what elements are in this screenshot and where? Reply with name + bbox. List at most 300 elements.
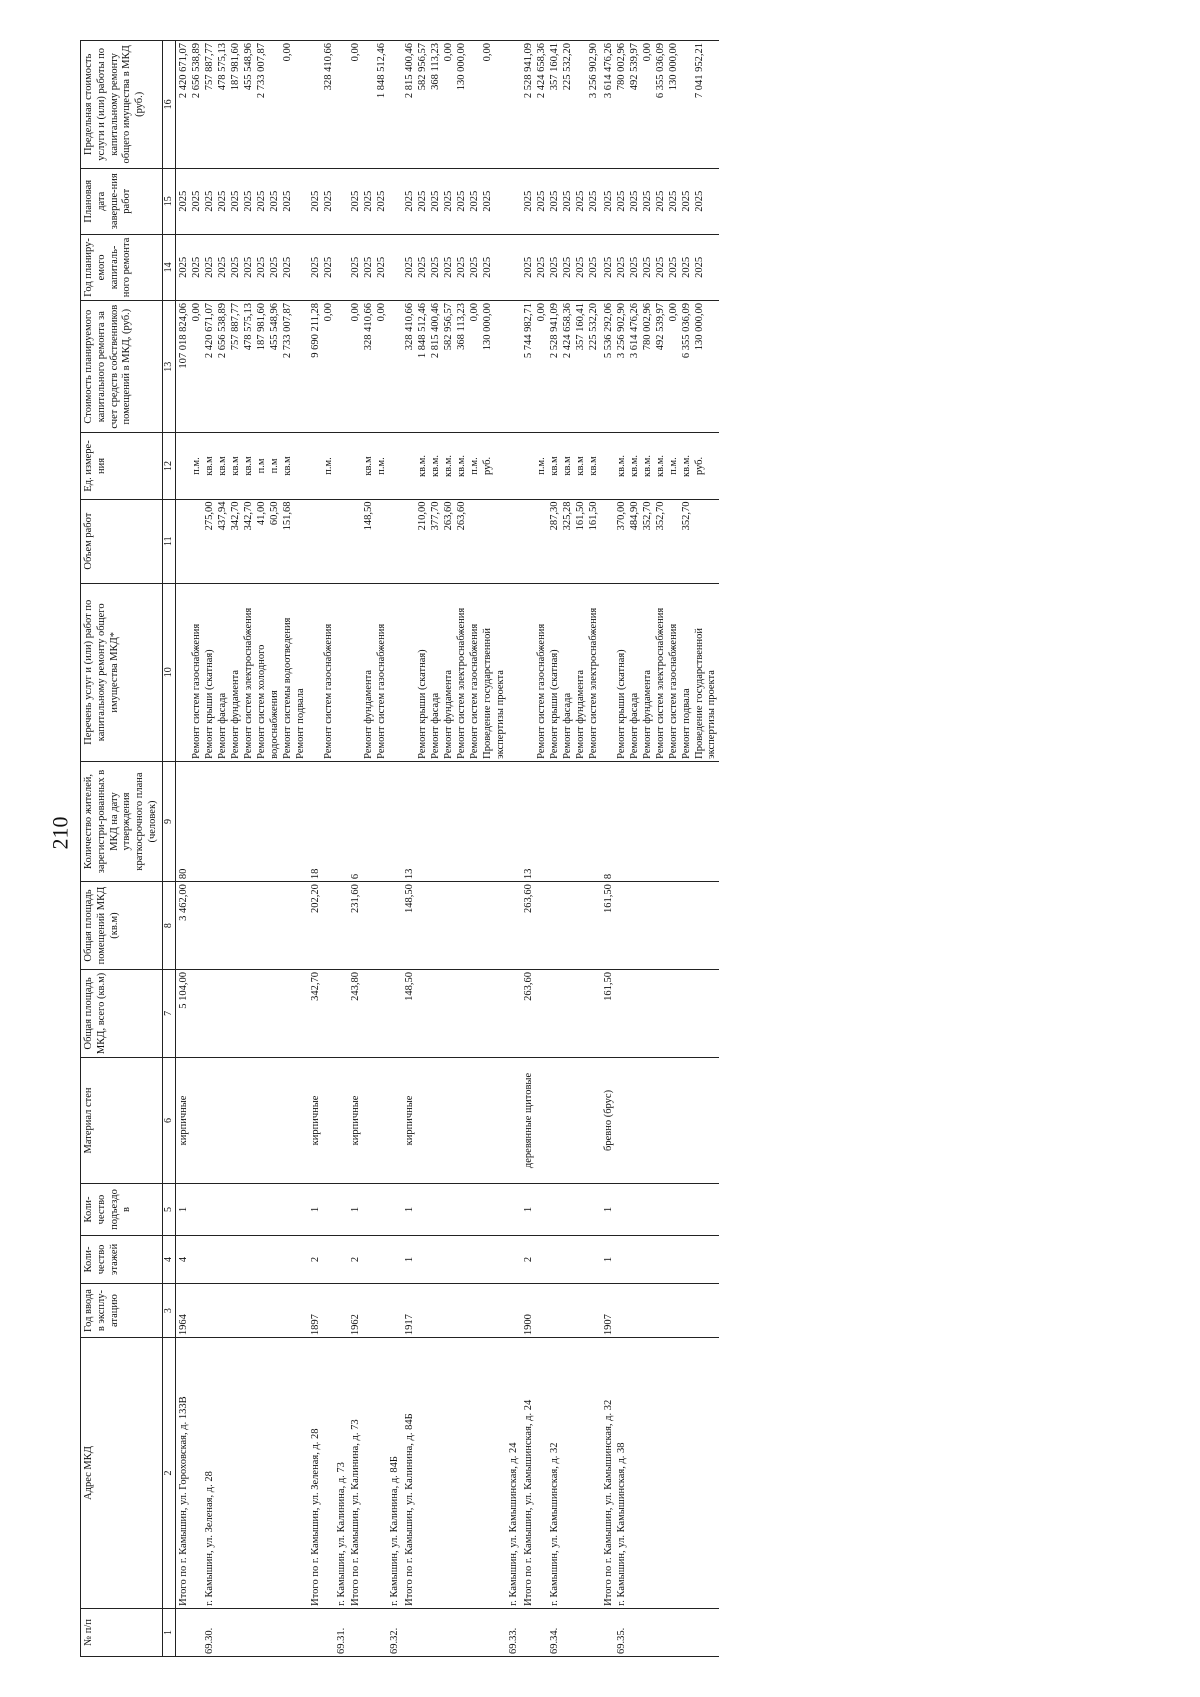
work-cell-line: Ремонт систем газоснабжения — [535, 623, 547, 759]
volume-cell-line: 210,00 — [417, 501, 429, 531]
floors-cell: 2 — [521, 1235, 549, 1283]
residents-cell: 13 — [402, 761, 508, 881]
limit-cost-cell — [336, 41, 349, 169]
limit-cost-cell-line: 757 887,77 — [203, 43, 215, 91]
completion-date-cell-line: 2025 — [177, 190, 189, 212]
limit-cost-cell-line — [575, 43, 588, 166]
repair-year-cell-line: 2025 — [561, 256, 573, 278]
completion-date-cell-line: 2025 — [535, 190, 547, 212]
column-number: 11 — [162, 499, 175, 583]
completion-date-cell-line: 2025 — [548, 190, 560, 212]
limit-cost-cell-line: 368 113,23 — [430, 43, 442, 90]
cost-cell-line: 6 355 036,09 — [680, 303, 692, 359]
unit-cell-line: п.м. — [190, 457, 202, 475]
unit-cell-line: кв.м. — [456, 454, 468, 477]
repair-year-cell-line: 2025 — [255, 256, 267, 278]
header-cell: Коли-чество подъездо в — [81, 1184, 163, 1236]
year-cell: 1897 — [308, 1284, 336, 1338]
limit-cost-cell-line: 328 410,66 — [322, 43, 334, 91]
completion-date-cell — [521, 168, 549, 234]
volume-cell-line — [469, 502, 482, 581]
unit-cell-line — [178, 435, 191, 496]
rooms-area-cell: 263,60 — [521, 882, 549, 970]
repair-year-cell-line: 2025 — [443, 256, 455, 278]
unit-cell — [308, 433, 336, 499]
limit-cost-cell-line: 225 532,20 — [561, 43, 573, 91]
volume-cell — [521, 499, 549, 583]
volume-cell-line: 275,00 — [203, 501, 215, 531]
completion-date-cell-line: 2025 — [641, 190, 653, 212]
cost-cell — [389, 301, 402, 433]
volume-cell-line — [694, 502, 707, 581]
work-cell-line: Ремонт фасада — [430, 692, 442, 759]
address-cell: Итого по г. Камышин, ул. Камышинская, д. 32 — [601, 1338, 616, 1609]
repair-year-cell-line: 2025 — [281, 256, 293, 278]
entrances-cell: 1 — [521, 1184, 549, 1236]
unit-cell-line: кв.м. — [628, 454, 640, 477]
repair-year-cell-line: 2025 — [177, 256, 189, 278]
cost-cell-line: 328 410,66 — [363, 303, 375, 351]
row-number — [521, 1608, 549, 1656]
work-cell-line — [350, 586, 363, 759]
repair-year-cell — [601, 234, 616, 300]
work-cell-line: Ремонт систем электроснабжения — [587, 607, 599, 759]
cost-cell-line: 368 113,23 — [456, 303, 468, 350]
header-cell: Год ввода в эксплу-атацию — [81, 1284, 163, 1338]
unit-cell — [204, 433, 308, 499]
completion-date-cell — [204, 168, 308, 234]
column-number: 1 — [162, 1608, 175, 1656]
repair-year-cell — [402, 234, 508, 300]
completion-date-cell-line: 2025 — [667, 190, 679, 212]
volume-cell-line: 370,00 — [615, 501, 627, 531]
cost-cell-line: 0,00 — [469, 303, 481, 322]
limit-cost-cell-line: 7 041 952,21 — [693, 43, 705, 99]
unit-cell-line: кв.м — [203, 456, 215, 476]
header-cell: Адрес МКД — [81, 1338, 163, 1609]
volume-cell-line — [536, 502, 549, 581]
limit-cost-cell-line: 2 815 400,46 — [404, 43, 416, 99]
completion-date-cell-line: 2025 — [281, 190, 293, 212]
unit-cell-line: кв.м. — [443, 454, 455, 477]
completion-date-cell-line: 2025 — [574, 190, 586, 212]
rooms-area-cell — [508, 882, 521, 970]
completion-date-cell — [549, 168, 601, 234]
column-number: 4 — [162, 1235, 175, 1283]
header-cell: Материал стен — [81, 1057, 163, 1183]
total-area-cell: 161,50 — [601, 969, 616, 1057]
column-number: 6 — [162, 1057, 175, 1183]
repair-year-cell — [308, 234, 336, 300]
cost-cell-line: 5 536 292,06 — [602, 303, 614, 359]
work-cell-line: Ремонт подвала — [294, 688, 306, 759]
row-number: 69.34. — [549, 1608, 601, 1656]
total-area-cell — [616, 969, 720, 1057]
floors-cell — [549, 1235, 601, 1283]
volume-cell-line: 342,70 — [229, 501, 241, 531]
unit-cell — [521, 433, 549, 499]
volume-cell-line — [323, 502, 336, 581]
rooms-area-cell: 148,50 — [402, 882, 508, 970]
floors-cell: 2 — [348, 1235, 389, 1283]
unit-cell-line: кв.м — [561, 456, 573, 476]
completion-date-cell-line: 2025 — [561, 190, 573, 212]
residents-cell — [549, 761, 601, 881]
work-cell-line: Ремонт крыши (скатная) — [417, 649, 429, 759]
completion-date-cell-line: 2025 — [430, 190, 442, 212]
completion-date-cell — [508, 168, 521, 234]
repair-year-cell-line: 2025 — [216, 256, 228, 278]
repair-year-cell-line: 2025 — [535, 256, 547, 278]
header-cell: Коли-чество этажей — [81, 1235, 163, 1283]
repair-year-cell — [521, 234, 549, 300]
work-cell-line: Ремонт систем холодного водоснабжения — [255, 644, 280, 759]
row-number — [601, 1608, 616, 1656]
floors-cell: 1 — [402, 1235, 508, 1283]
repair-year-cell — [204, 234, 308, 300]
rooms-area-cell: 3 462,00 — [175, 882, 204, 970]
unit-cell-line: п.м. — [469, 457, 481, 475]
repair-year-cell-line: 2025 — [190, 256, 202, 278]
cost-cell-line: 455 548,96 — [268, 303, 280, 351]
floors-cell: 2 — [308, 1235, 336, 1283]
column-number: 2 — [162, 1338, 175, 1609]
row-number: 69.33. — [508, 1608, 521, 1656]
repair-year-cell-line: 2025 — [641, 256, 653, 278]
rooms-area-cell — [616, 882, 720, 970]
column-number: 14 — [162, 234, 175, 300]
volume-cell-line: 352,70 — [680, 501, 692, 531]
volume-cell-line: 342,70 — [242, 501, 254, 531]
floors-cell — [204, 1235, 308, 1283]
address-cell: Итого по г. Камышин, ул. Калинина, д. 84Б — [402, 1338, 508, 1609]
repair-year-cell-line: 2025 — [667, 256, 679, 278]
cost-cell — [508, 301, 521, 433]
volume-cell-line — [310, 502, 323, 581]
cost-cell-line: 130 000,00 — [482, 303, 494, 351]
limit-cost-cell — [204, 41, 308, 169]
volume-cell — [204, 499, 308, 583]
cost-cell-line: 478 575,13 — [242, 303, 254, 351]
unit-cell-line: п.м — [268, 458, 280, 474]
completion-date-cell-line: 2025 — [482, 190, 494, 212]
unit-cell-line — [310, 435, 323, 496]
volume-cell — [336, 499, 349, 583]
completion-date-cell-line: 2025 — [680, 190, 692, 212]
repair-year-cell — [348, 234, 389, 300]
work-cell — [508, 583, 521, 761]
repair-year-cell-line: 2025 — [602, 256, 614, 278]
column-number: 12 — [162, 433, 175, 499]
unit-cell-line: п.м. — [322, 457, 334, 475]
completion-date-cell-line: 2025 — [350, 190, 362, 212]
total-area-cell: 5 104,00 — [175, 969, 204, 1057]
total-row — [175, 41, 204, 1657]
cost-cell-line: 2 424 658,36 — [561, 303, 573, 359]
completion-date-cell — [348, 168, 389, 234]
address-cell: г. Камышин, ул. Калинина, д. 73 — [336, 1338, 349, 1609]
column-number: 3 — [162, 1284, 175, 1338]
rooms-area-cell: 202,20 — [308, 882, 336, 970]
repair-year-cell — [389, 234, 402, 300]
cost-cell-line: 0,00 — [535, 303, 547, 322]
volume-cell-line: 484,90 — [628, 501, 640, 531]
work-cell-line: Ремонт фундамента — [574, 670, 586, 759]
row-number — [308, 1608, 336, 1656]
unit-cell-line — [404, 435, 417, 496]
cost-cell-line: 582 956,57 — [443, 303, 455, 351]
unit-cell-line: кв.м. — [641, 454, 653, 477]
limit-cost-cell-line — [310, 43, 323, 166]
volume-cell-line — [178, 502, 191, 581]
unit-cell-line: руб. — [693, 456, 705, 476]
work-cell-line — [178, 586, 191, 759]
total-row — [402, 41, 508, 1657]
work-cell-line: Проведение государственной экспертизы проекта — [693, 627, 718, 759]
completion-date-cell-line: 2025 — [522, 190, 534, 212]
rooms-area-cell — [204, 882, 308, 970]
header-cell: Ед. измере-ния — [81, 433, 163, 499]
entrances-cell: 1 — [308, 1184, 336, 1236]
rooms-area-cell — [389, 882, 402, 970]
volume-cell-line: 60,50 — [268, 501, 280, 526]
work-cell-line: Ремонт систем электроснабжения — [242, 607, 254, 759]
unit-cell — [616, 433, 720, 499]
year-cell — [508, 1284, 521, 1338]
work-cell-line: Проведение государственной экспертизы проекта — [482, 627, 506, 759]
entrances-cell: 1 — [175, 1184, 204, 1236]
cost-cell-line: 0,00 — [667, 303, 679, 322]
unit-cell-line: руб. — [482, 456, 494, 476]
rooms-area-cell: 161,50 — [601, 882, 616, 970]
limit-cost-cell-line — [681, 43, 694, 166]
limit-cost-cell-line: 2 733 007,87 — [255, 43, 267, 99]
cost-cell-line: 2 815 400,46 — [430, 303, 442, 359]
entrances-cell — [508, 1184, 521, 1236]
cost-cell-line: 2 420 671,07 — [203, 303, 215, 359]
work-cell — [204, 583, 308, 761]
cost-cell — [601, 301, 616, 433]
repair-year-cell-line: 2025 — [522, 256, 534, 278]
limit-cost-cell-line: 3 256 902,90 — [587, 43, 599, 99]
entrances-cell — [204, 1184, 308, 1236]
material-cell: кирпичные — [175, 1057, 204, 1183]
repair-year-cell — [549, 234, 601, 300]
unit-cell — [508, 433, 521, 499]
limit-cost-cell-line: 2 656 538,89 — [190, 43, 202, 99]
unit-cell-line: кв.м. — [680, 454, 692, 477]
limit-cost-cell — [601, 41, 616, 169]
residents-cell — [336, 761, 349, 881]
year-cell — [389, 1284, 402, 1338]
limit-cost-cell-line — [269, 43, 282, 166]
volume-cell-line: 263,60 — [456, 501, 468, 531]
volume-cell-line: 148,50 — [363, 501, 375, 531]
floors-cell: 4 — [175, 1235, 204, 1283]
total-area-cell — [336, 969, 349, 1057]
repair-year-cell — [508, 234, 521, 300]
cost-cell-line: 225 532,20 — [587, 303, 599, 351]
unit-cell-line: кв.м. — [615, 454, 627, 477]
volume-cell-line — [482, 502, 495, 581]
repair-year-cell-line: 2025 — [574, 256, 586, 278]
volume-cell-line: 263,60 — [443, 501, 455, 531]
work-cell — [549, 583, 601, 761]
limit-cost-cell-line: 455 548,96 — [242, 43, 254, 91]
work-cell-line: Ремонт фасада — [216, 692, 228, 759]
repair-year-cell-line: 2025 — [309, 256, 321, 278]
object-row — [616, 41, 720, 1657]
year-cell — [616, 1284, 720, 1338]
column-number: 7 — [162, 969, 175, 1057]
total-area-cell — [204, 969, 308, 1057]
year-cell — [336, 1284, 349, 1338]
limit-cost-cell-line: 1 848 512,46 — [376, 43, 388, 99]
row-number — [175, 1608, 204, 1656]
year-cell: 1917 — [402, 1284, 508, 1338]
completion-date-cell-line: 2025 — [628, 190, 640, 212]
work-cell-line — [404, 586, 417, 759]
completion-date-cell-line: 2025 — [615, 190, 627, 212]
repair-year-cell-line: 2025 — [203, 256, 215, 278]
unit-cell — [402, 433, 508, 499]
object-row — [549, 41, 601, 1657]
unit-cell — [389, 433, 402, 499]
total-area-cell — [389, 969, 402, 1057]
volume-cell-line — [191, 502, 204, 581]
volume-cell-line: 377,70 — [430, 501, 442, 531]
material-cell: кирпичные — [402, 1057, 508, 1183]
object-row — [336, 41, 349, 1657]
cost-cell-line: 2 733 007,87 — [281, 303, 293, 359]
entrances-cell — [549, 1184, 601, 1236]
material-cell — [616, 1057, 720, 1183]
address-cell: Итого по г. Камышин, ул. Гороховская, д. 133В — [175, 1338, 204, 1609]
cost-cell-line: 3 256 902,90 — [615, 303, 627, 359]
work-cell-line: Ремонт системы водоотведения — [281, 617, 293, 759]
object-row — [508, 41, 521, 1657]
completion-date-cell-line: 2025 — [229, 190, 241, 212]
year-cell: 1962 — [348, 1284, 389, 1338]
entrances-cell — [616, 1184, 720, 1236]
repair-year-cell-line: 2025 — [615, 256, 627, 278]
cost-cell — [175, 301, 204, 433]
cost-cell-line: 2 528 941,09 — [548, 303, 560, 359]
volume-cell-line: 287,30 — [548, 501, 560, 531]
floors-cell — [616, 1235, 720, 1283]
limit-cost-cell — [175, 41, 204, 169]
completion-date-cell — [175, 168, 204, 234]
column-number: 10 — [162, 583, 175, 761]
column-number: 8 — [162, 882, 175, 970]
page-number: 210 — [47, 816, 73, 850]
work-cell-line: Ремонт систем электроснабжения — [654, 607, 666, 759]
cost-cell — [204, 301, 308, 433]
work-cell — [601, 583, 616, 761]
repair-year-cell-line: 2025 — [693, 256, 705, 278]
row-number: 69.31. — [336, 1608, 349, 1656]
repair-year-cell-line: 2025 — [268, 256, 280, 278]
completion-date-cell-line: 2025 — [602, 190, 614, 212]
header-cell: Общая площадь МКД, всего (кв.м) — [81, 969, 163, 1057]
cost-cell — [348, 301, 389, 433]
work-cell — [308, 583, 336, 761]
floors-cell — [336, 1235, 349, 1283]
cost-cell-line: 0,00 — [350, 303, 362, 322]
unit-cell-line — [603, 435, 616, 496]
volume-cell — [549, 499, 601, 583]
completion-date-cell — [336, 168, 349, 234]
repair-year-cell-line: 2025 — [680, 256, 692, 278]
completion-date-cell-line: 2025 — [376, 190, 388, 212]
residents-cell: 80 — [175, 761, 204, 881]
volume-cell-line — [668, 502, 681, 581]
year-cell — [549, 1284, 601, 1338]
limit-cost-cell-line: 780 002,96 — [615, 43, 627, 91]
volume-cell-line: 437,94 — [216, 501, 228, 531]
completion-date-cell — [601, 168, 616, 234]
limit-cost-cell — [389, 41, 402, 169]
work-cell — [348, 583, 389, 761]
repair-year-cell-line: 2025 — [229, 256, 241, 278]
work-cell-line: Ремонт систем газоснабжения — [469, 623, 481, 759]
address-cell: Итого по г. Камышин, ул. Калинина, д. 73 — [348, 1338, 389, 1609]
limit-cost-cell-line: 0,00 — [443, 43, 455, 62]
cost-cell-line: 130 000,00 — [693, 303, 705, 351]
volume-cell-line: 41,00 — [255, 501, 267, 526]
completion-date-cell-line: 2025 — [203, 190, 215, 212]
work-cell-line: Ремонт систем газоснабжения — [190, 623, 202, 759]
unit-cell-line: кв.м — [242, 456, 254, 476]
total-area-cell: 263,60 — [521, 969, 549, 1057]
residents-cell: 8 — [601, 761, 616, 881]
completion-date-cell-line: 2025 — [587, 190, 599, 212]
completion-date-cell-line: 2025 — [322, 190, 334, 212]
unit-cell-line: п.м. — [376, 457, 388, 475]
volume-cell-line — [376, 502, 389, 581]
cost-cell-line: 757 887,77 — [229, 303, 241, 351]
limit-cost-cell-line: 0,00 — [350, 43, 362, 62]
work-cell-line — [310, 586, 323, 759]
total-row — [601, 41, 616, 1657]
address-cell: г. Камышин, ул. Камышинская, д. 24 — [508, 1338, 521, 1609]
cost-cell-line: 357 160,41 — [574, 303, 586, 351]
material-cell: кирпичные — [308, 1057, 336, 1183]
volume-cell — [616, 499, 720, 583]
total-row — [308, 41, 336, 1657]
unit-cell-line: кв.м — [363, 456, 375, 476]
cost-cell-line: 0,00 — [190, 303, 202, 322]
limit-cost-cell-line: 187 981,60 — [229, 43, 241, 91]
completion-date-cell-line: 2025 — [469, 190, 481, 212]
entrances-cell — [389, 1184, 402, 1236]
completion-date-cell-line: 2025 — [654, 190, 666, 212]
limit-cost-cell-line — [363, 43, 376, 166]
completion-date-cell — [389, 168, 402, 234]
completion-date-cell-line: 2025 — [190, 190, 202, 212]
unit-cell-line — [350, 435, 363, 496]
unit-cell-line: кв.м — [229, 456, 241, 476]
limit-cost-cell-line: 0,00 — [482, 43, 494, 62]
limit-cost-cell-line: 2 424 658,36 — [535, 43, 547, 99]
repair-year-cell-line: 2025 — [456, 256, 468, 278]
repair-year-cell-line: 2025 — [242, 256, 254, 278]
limit-cost-cell-line: 130 000,00 — [667, 43, 679, 91]
cost-cell — [336, 301, 349, 433]
completion-date-cell-line: 2025 — [404, 190, 416, 212]
cost-cell-line: 780 002,96 — [641, 303, 653, 351]
header-cell: Стоимость планируемого капитального ремонта за счет средств собственников помещений в МКД, (руб.) — [81, 301, 163, 433]
